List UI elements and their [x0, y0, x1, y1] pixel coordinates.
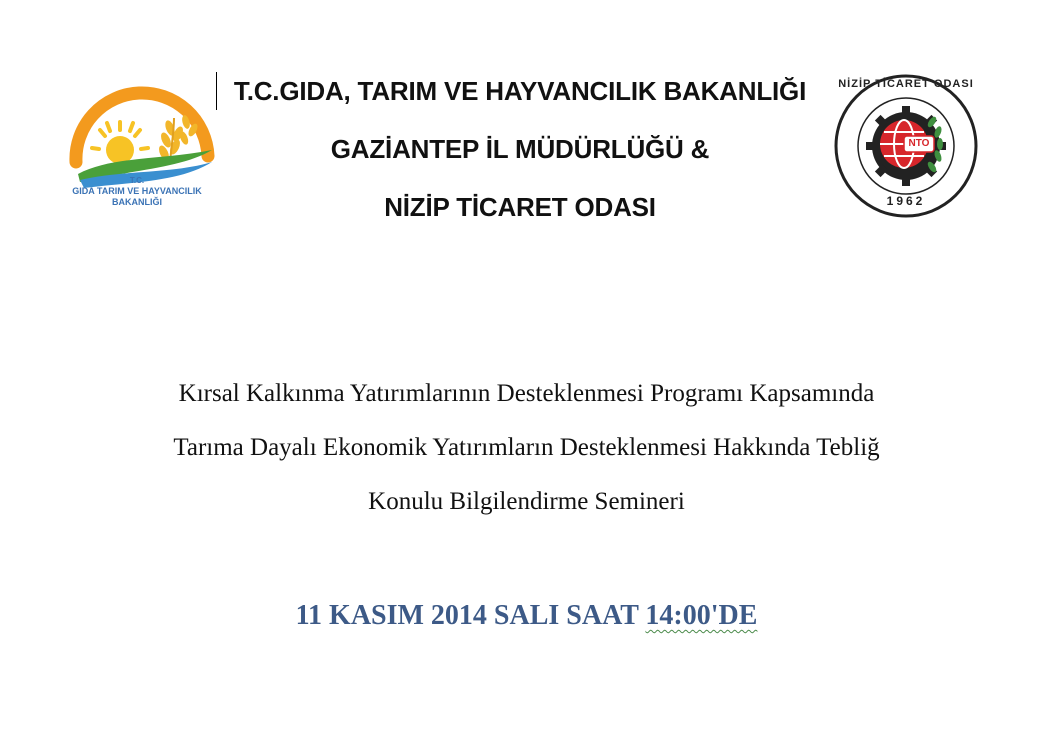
header-title-chamber: NİZİP TİCARET ODASI — [384, 192, 656, 222]
ministry-logo-bakanlik: BAKANLIĞI — [112, 197, 162, 207]
header-title-directorate: GAZİANTEP İL MÜDÜRLÜĞÜ & — [330, 134, 710, 164]
ministry-logo — [62, 70, 222, 218]
seminar-date — [40, 600, 1013, 632]
chamber-logo-ring-text: NİZİP TİCARET ODASI — [838, 78, 974, 90]
ministry-logo-name: GIDA TARIM VE HAYVANCILIK — [72, 186, 202, 196]
seminar-date-text: 11 KASIM 2014 SALI SAAT — [295, 600, 646, 631]
header-title-ministry: T.C.GIDA, TARIM VE HAYVANCILIK BAKANLIĞI — [233, 76, 807, 106]
seminar-subject-line-3: Konulu Bilgilendirme Semineri — [368, 488, 685, 515]
seminar-subject-line-1: Kırsal Kalkınma Yatırımlarının Desteklenmesi Programı Kapsamında — [178, 380, 875, 407]
seminar-subject-line-2: Tarıma Dayalı Ekonomik Yatırımların Desteklenmesi Hakkında Tebliğ — [173, 434, 880, 461]
chamber-logo — [832, 72, 980, 220]
seminar-time: 14:00'DE — [645, 600, 758, 631]
chamber-logo-badge: NTO — [908, 138, 930, 149]
ministry-logo-tc: T.C. — [129, 176, 145, 185]
chamber-logo-year: 1962 — [886, 194, 926, 208]
